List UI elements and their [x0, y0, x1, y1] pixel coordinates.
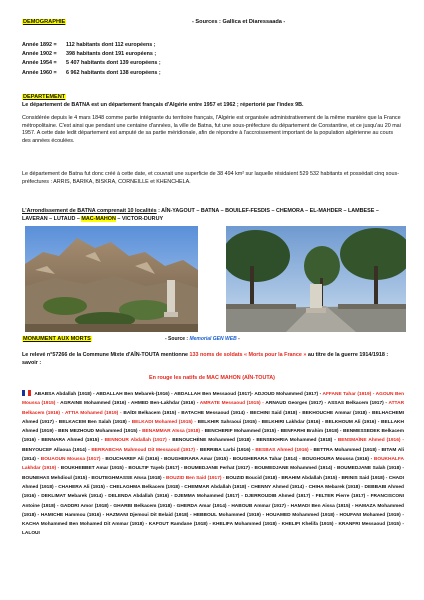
soldier-name: BOUNEHAS Mehdioul (1915) -: [22, 475, 91, 481]
soldier-name: BRINIS Said (1918) -: [341, 475, 388, 481]
soldier-name: BATACHE Messaoud (1914) -: [181, 410, 249, 416]
soldier-name: KACHA Mohammed Ben Mohamed Dit Ammar (1918) -: [22, 522, 148, 528]
soldier-name: BEKHOUCHE Ammar (1918) -: [302, 410, 371, 416]
soldier-name: BELKADI Mohamed (1915) -: [131, 419, 196, 425]
monument-label: MONUMENT AUX MORTS: [23, 336, 91, 342]
soldier-name: CHADI Ahmed (1918) -: [22, 475, 404, 490]
soldier-name: AHMED Ben-Lakhdar (1916) -: [130, 401, 199, 407]
soldier-name: BENNARA Ahmed (1915) -: [41, 438, 103, 444]
soldier-count: 133 noms de soldats « Morts pour la France »: [189, 352, 307, 358]
soldier-name: HAMAZA Mohammed (1918) -: [22, 503, 404, 518]
soldier-name: BITAM Ali (1914) -: [22, 447, 404, 463]
soldier-name: ABDALLAH Ben Mebarek-(1916) -: [95, 392, 173, 397]
arrondissement-paragraph: L'Arrondissement de BATNA comprenait 10 localités : AÏN-YAGOUT – BATNA – BOUILEF-FESDIS – CHEMORA – EL-MAHDER – LAMBESE – LAVERAN – LUTAUD – MAC-MAHON – VICTOR-DURUY: [22, 208, 379, 222]
soldier-name: CHAHERA Ali (1915) -: [58, 484, 108, 490]
avenue-photo-image: [226, 226, 406, 332]
soldier-name: BOUTEGHMASSE Aïssa (1918) -: [91, 475, 165, 481]
soldier-name: GHARBI Belkacem (1918) -: [113, 503, 176, 509]
population-row: Année 1954 = 5 407 habitants dont 139 européens ;: [22, 60, 161, 67]
soldier-name: BENOUCHÈNE Mohammed (1918) -: [172, 438, 255, 444]
soldier-name: BERRIBA Larbi (1916) -: [199, 447, 254, 453]
mountain-photo-image: [25, 226, 198, 332]
soldier-name: BRAHIM Abdallah (1915) -: [281, 475, 341, 481]
soldier-name: BOUGHOURA Moussa (1916) -: [302, 457, 373, 463]
population-row: Année 1892 = 112 habitants dont 112 européens ;: [22, 42, 156, 48]
soldier-name: CHELAGHMA Belkacem (1918) -: [109, 484, 183, 490]
demographie-header: [22, 19, 402, 25]
departement-label: DEPARTEMENT: [23, 94, 66, 100]
soldier-name: BEN MEZHOUD Mohammed (1915) -: [58, 429, 141, 435]
departement-header: [22, 85, 66, 103]
departement-intro: Le département de BATNA est un département français d'Algérie entre 1957 et 1962 ; répertorié par l'index 9B.: [22, 102, 304, 108]
soldier-name: ATTIA Mohamed (1919) -: [64, 410, 122, 416]
soldier-name: ABDALLAH Ben Messaoud (1917)-: [173, 392, 254, 397]
soldier-name: BELKACEM Ben Salah (1918) -: [58, 419, 131, 425]
soldier-name: ARNAUD Georges (1917) -: [265, 401, 327, 407]
soldier-name: BOUMEDJANE Ferhat (1917) -: [184, 466, 253, 472]
soldier-name: FELTER Pierre (1917) -: [315, 494, 369, 500]
french-flag-icon: [22, 390, 31, 396]
soldier-name: HAMADI Ben Aissa (1915) -: [290, 503, 354, 509]
soldier-name: BOUGHERARA Amar (1915) -: [163, 457, 232, 463]
departement-creation: Le département de Batna fut donc créé à cette date, et couvrait une superficie de 38 494 km² sur laquelle résidaient 529 532 habitants et possédait cinq sous-préfectures : ARRIS, BARIKA, BISKRA, CORNEILLE et KHENCHELA.: [22, 171, 399, 185]
population-row: Année 1902 = 398 habitants dont 191 européens ;: [22, 51, 157, 58]
soldier-name: BOUMEDJANE Mohammed (1914) -: [254, 466, 336, 472]
demographie-label: DEMOGRAPHIE: [23, 19, 66, 25]
soldier-name: BOUAOUN Moussa (1917) -: [40, 457, 104, 463]
soldier-name: BOUKHEBBET Amar (1915) -: [60, 466, 127, 472]
soldier-name: BOUZID Boucid (1918) -: [225, 475, 280, 481]
soldier-name: BOUKHALFA Lakhdar (1919) -: [22, 457, 404, 472]
soldier-name: AGRAINE Mohammed (1916) -: [60, 401, 130, 407]
soldier-name: DJERROUDIB Ahmed (1917) -: [244, 494, 314, 500]
soldier-name: DELENDA Abdallah (1916) -: [108, 494, 173, 500]
red-legend: En rouge les natifs de MAC MAHON (AÏN-TOUTA): [149, 375, 275, 381]
soldier-name: HAMICHE Hammou (1916) -: [40, 512, 105, 518]
soldier-name: CHIHA Mebarek (1918) -: [308, 484, 364, 490]
population-row: Année 1960 = 6 962 habitants dont 138 européens ;: [22, 69, 161, 76]
soldier-name: HABOUB Ammar (1917) -: [231, 503, 290, 509]
soldier-name: AMRATE Messaoud (1915) -: [199, 401, 264, 407]
soldier-name: BENNOUR Abdallah (1917) -: [104, 438, 171, 444]
soldier-name: BENYOUCEF Allaoua (1914) -: [22, 447, 90, 453]
population-list: [22, 41, 161, 78]
soldier-name: HOUFANI Mohamed (1919) -: [339, 512, 404, 518]
soldier-name: BENFARHI Brahim (1918) -: [280, 429, 342, 435]
soldier-name: ADJOUD Mohammed (1917) -: [254, 392, 322, 397]
soldier-name: ATTAR Belkacem (1916) -: [22, 401, 405, 416]
soldier-name: BENAMMAR Aïssa (1918) -: [142, 429, 204, 435]
soldier-name: HEBBOUL Mohammed (1919) -: [193, 512, 265, 518]
soldier-name: DEKLIMAT Mebarek (1914) -: [41, 494, 107, 500]
soldier-name: ASSAS Belkacem (1917) -: [327, 401, 388, 407]
arrondissement-label: L'Arrondissement de BATNA comprenait 10 localités: [22, 208, 157, 214]
soldier-name: BAÏDI Belkacem (1915) -: [123, 410, 180, 416]
soldier-name: BOUMEDJANE Salah (1918) -: [336, 466, 404, 472]
soldier-name: BESBAS Ahmed (1916) -: [255, 447, 312, 453]
avenue-monument-photo: [226, 226, 406, 332]
soldier-name: AFFANE Tahar (1919) -: [322, 392, 375, 397]
soldier-name: BOUGHERARA Tahar (1914) -: [232, 457, 301, 463]
mountain-monument-photo: [25, 226, 198, 332]
soldier-name: CHEMMAR Abdallah (1918) -: [184, 484, 250, 490]
soldier-name: KHELIFI Khelifa (1915) -: [281, 522, 337, 528]
demographie-sources: - Sources : Gallica et Diaressaada -: [192, 19, 286, 25]
soldier-name: BELHACHEMI Ahmed (1917) -: [22, 410, 404, 425]
soldier-name: BERRABCHA Mahmoud Dit Messaoud (1917) -: [91, 447, 199, 453]
soldier-name: DJEMMA Mohammed (1917) -: [174, 494, 243, 500]
soldier-name: FRANCISCONI Antoine (1918) -: [22, 494, 404, 509]
soldier-name: BOUZID Ben Said (1917) -: [165, 475, 225, 481]
soldier-name: BENCHERIF Mohammed (1915) -: [204, 429, 280, 435]
soldier-name: BENMESSEDEK Belkacem (1916) -: [22, 429, 404, 444]
soldier-name: GHERDA Amar (1914) -: [176, 503, 230, 509]
soldier-name: AGOUN Ben Moussa (1915) -: [22, 392, 405, 407]
soldier-name: GADDRI Amor (1918) -: [60, 503, 112, 509]
soldier-name: BENSMAÏNE Ahmed (1916) -: [337, 438, 405, 444]
soldier-name: BENSEKHRIA Mohammed (1918) -: [256, 438, 336, 444]
releve-paragraph: Le relevé n°57266 de la Commune Mixte d'AÏN-TOUTA mentionne 133 noms de soldats « Morts pour la France » au titre de la guerre 1914/1918 : savoir :: [22, 352, 389, 366]
soldier-name: KRANFRI Messaoud (1915) -: [338, 522, 404, 528]
soldier-name: KAFOUT Ramdane (1918) -: [148, 522, 211, 528]
monument-source: - Source : Memorial GEN WEB -: [165, 336, 240, 342]
monument-header: [22, 336, 402, 342]
soldier-name: BOULTIF Tayeb (1917) -: [128, 466, 183, 472]
soldier-name: HOUAMED Mohammed (1918) -: [265, 512, 338, 518]
soldier-name: BECHINI Said (1918) -: [249, 410, 301, 416]
soldier-names-list: [22, 390, 404, 539]
soldier-name: BELKHIRI Lakhdar (1916) -: [261, 419, 324, 425]
soldier-name: HAZMANI Djemoui Dit Belaid (1918) -: [105, 512, 192, 518]
soldier-name: BOUCHAREF Ali (1916) -: [105, 457, 163, 463]
soldier-name: DEBBABI Ahmed (1916) -: [22, 484, 404, 500]
soldier-name: BELKHOUM Ali (1916) -: [325, 419, 380, 425]
soldier-name: BELLAKH Ahmed (1919) -: [22, 419, 404, 435]
soldier-name: LALOUI: [22, 531, 40, 537]
soldier-name: BELKHIR Sahraoui (1915) -: [197, 419, 260, 425]
soldier-name: ABABSA Abdallah (1918) -: [34, 392, 95, 397]
departement-history: Considérée depuis le 4 mars 1848 comme partie intégrante du territoire français, l'Algérie est organisée administrativement de la même manière que la France métropolitaine. C'est ainsi que pendant une centaine d'années, la ville de Batna, fut une sous-préfecture du département de Constantine, et ce jusqu'au 20 mai 1957. A cette date ledit département est amputé de sa partie méridionale, afin de répondre à l'accroissement important de la population algérienne au cours des années écoulées.: [22, 115, 401, 144]
mac-mahon-highlight: MAC-MAHON: [81, 215, 116, 222]
soldier-name: BETTRA Mohammed (1918) -: [313, 447, 380, 453]
soldier-name: KHELIFA Mohammed (1918) -: [212, 522, 280, 528]
soldier-name: CHENNY Ahmed (1914) -: [250, 484, 308, 490]
